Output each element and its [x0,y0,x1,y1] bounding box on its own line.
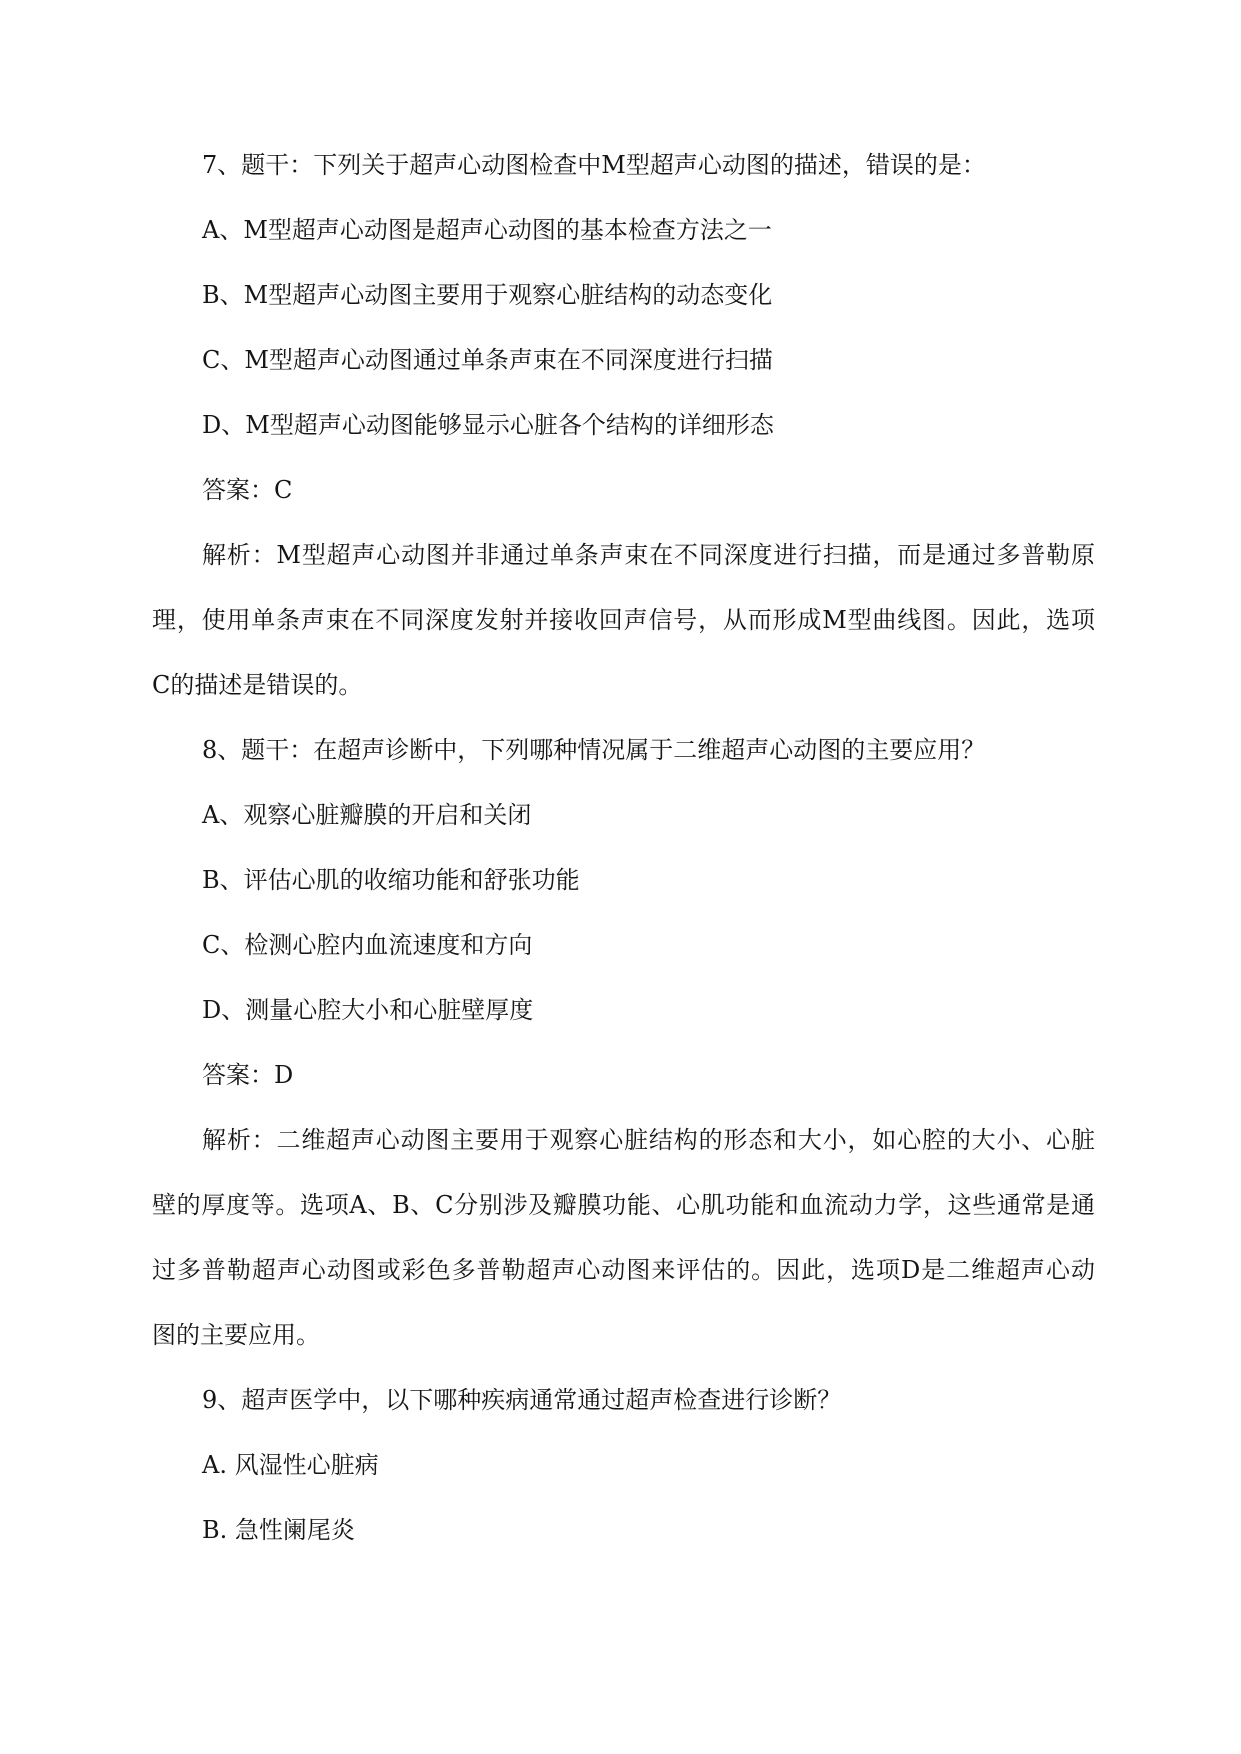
option-item: A、M型超声心动图是超声心动图的基本检查方法之一 [202,216,772,244]
option-item: D、测量心腔大小和心脏壁厚度 [202,996,534,1024]
question-stem: 7、题干：下列关于超声心动图检查中M型超声心动图的描述，错误的是： [202,151,986,179]
question-stem: 9、超声医学中，以下哪种疾病通常通过超声检查进行诊断？ [202,1386,842,1414]
option-item: C、M型超声心动图通过单条声束在不同深度进行扫描 [202,346,773,374]
explanation-line: 图的主要应用。 [152,1321,320,1349]
option-item: B. 急性阑尾炎 [202,1516,355,1544]
question-stem: 8、题干：在超声诊断中，下列哪种情况属于二维超声心动图的主要应用？ [202,736,986,764]
answer-line: 答案：C [202,476,293,504]
option-item: A. 风湿性心脏病 [202,1451,379,1479]
option-item: B、评估心肌的收缩功能和舒张功能 [202,866,580,894]
option-item: A、观察心脏瓣膜的开启和关闭 [202,801,532,829]
option-item: D、M型超声心动图能够显示心脏各个结构的详细形态 [202,411,774,439]
explanation-line: 解析：M型超声心动图并非通过单条声束在不同深度进行扫描，而是通过多普勒原 [202,541,1095,569]
explanation-line: 解析：二维超声心动图主要用于观察心脏结构的形态和大小，如心腔的大小、心脏 [202,1126,1095,1154]
option-item: B、M型超声心动图主要用于观察心脏结构的动态变化 [202,281,773,309]
explanation-line: 过多普勒超声心动图或彩色多普勒超声心动图来评估的。因此，选项D是二维超声心动 [152,1256,1095,1284]
answer-line: 答案：D [202,1061,294,1089]
page-content [152,133,1095,1563]
explanation-line: C的描述是错误的。 [152,671,363,699]
option-item: C、检测心腔内血流速度和方向 [202,931,533,959]
explanation-line: 理，使用单条声束在不同深度发射并接收回声信号，从而形成M型曲线图。因此，选项 [152,606,1095,634]
explanation-line: 壁的厚度等。选项A、B、C分别涉及瓣膜功能、心肌功能和血流动力学，这些通常是通 [152,1191,1095,1219]
